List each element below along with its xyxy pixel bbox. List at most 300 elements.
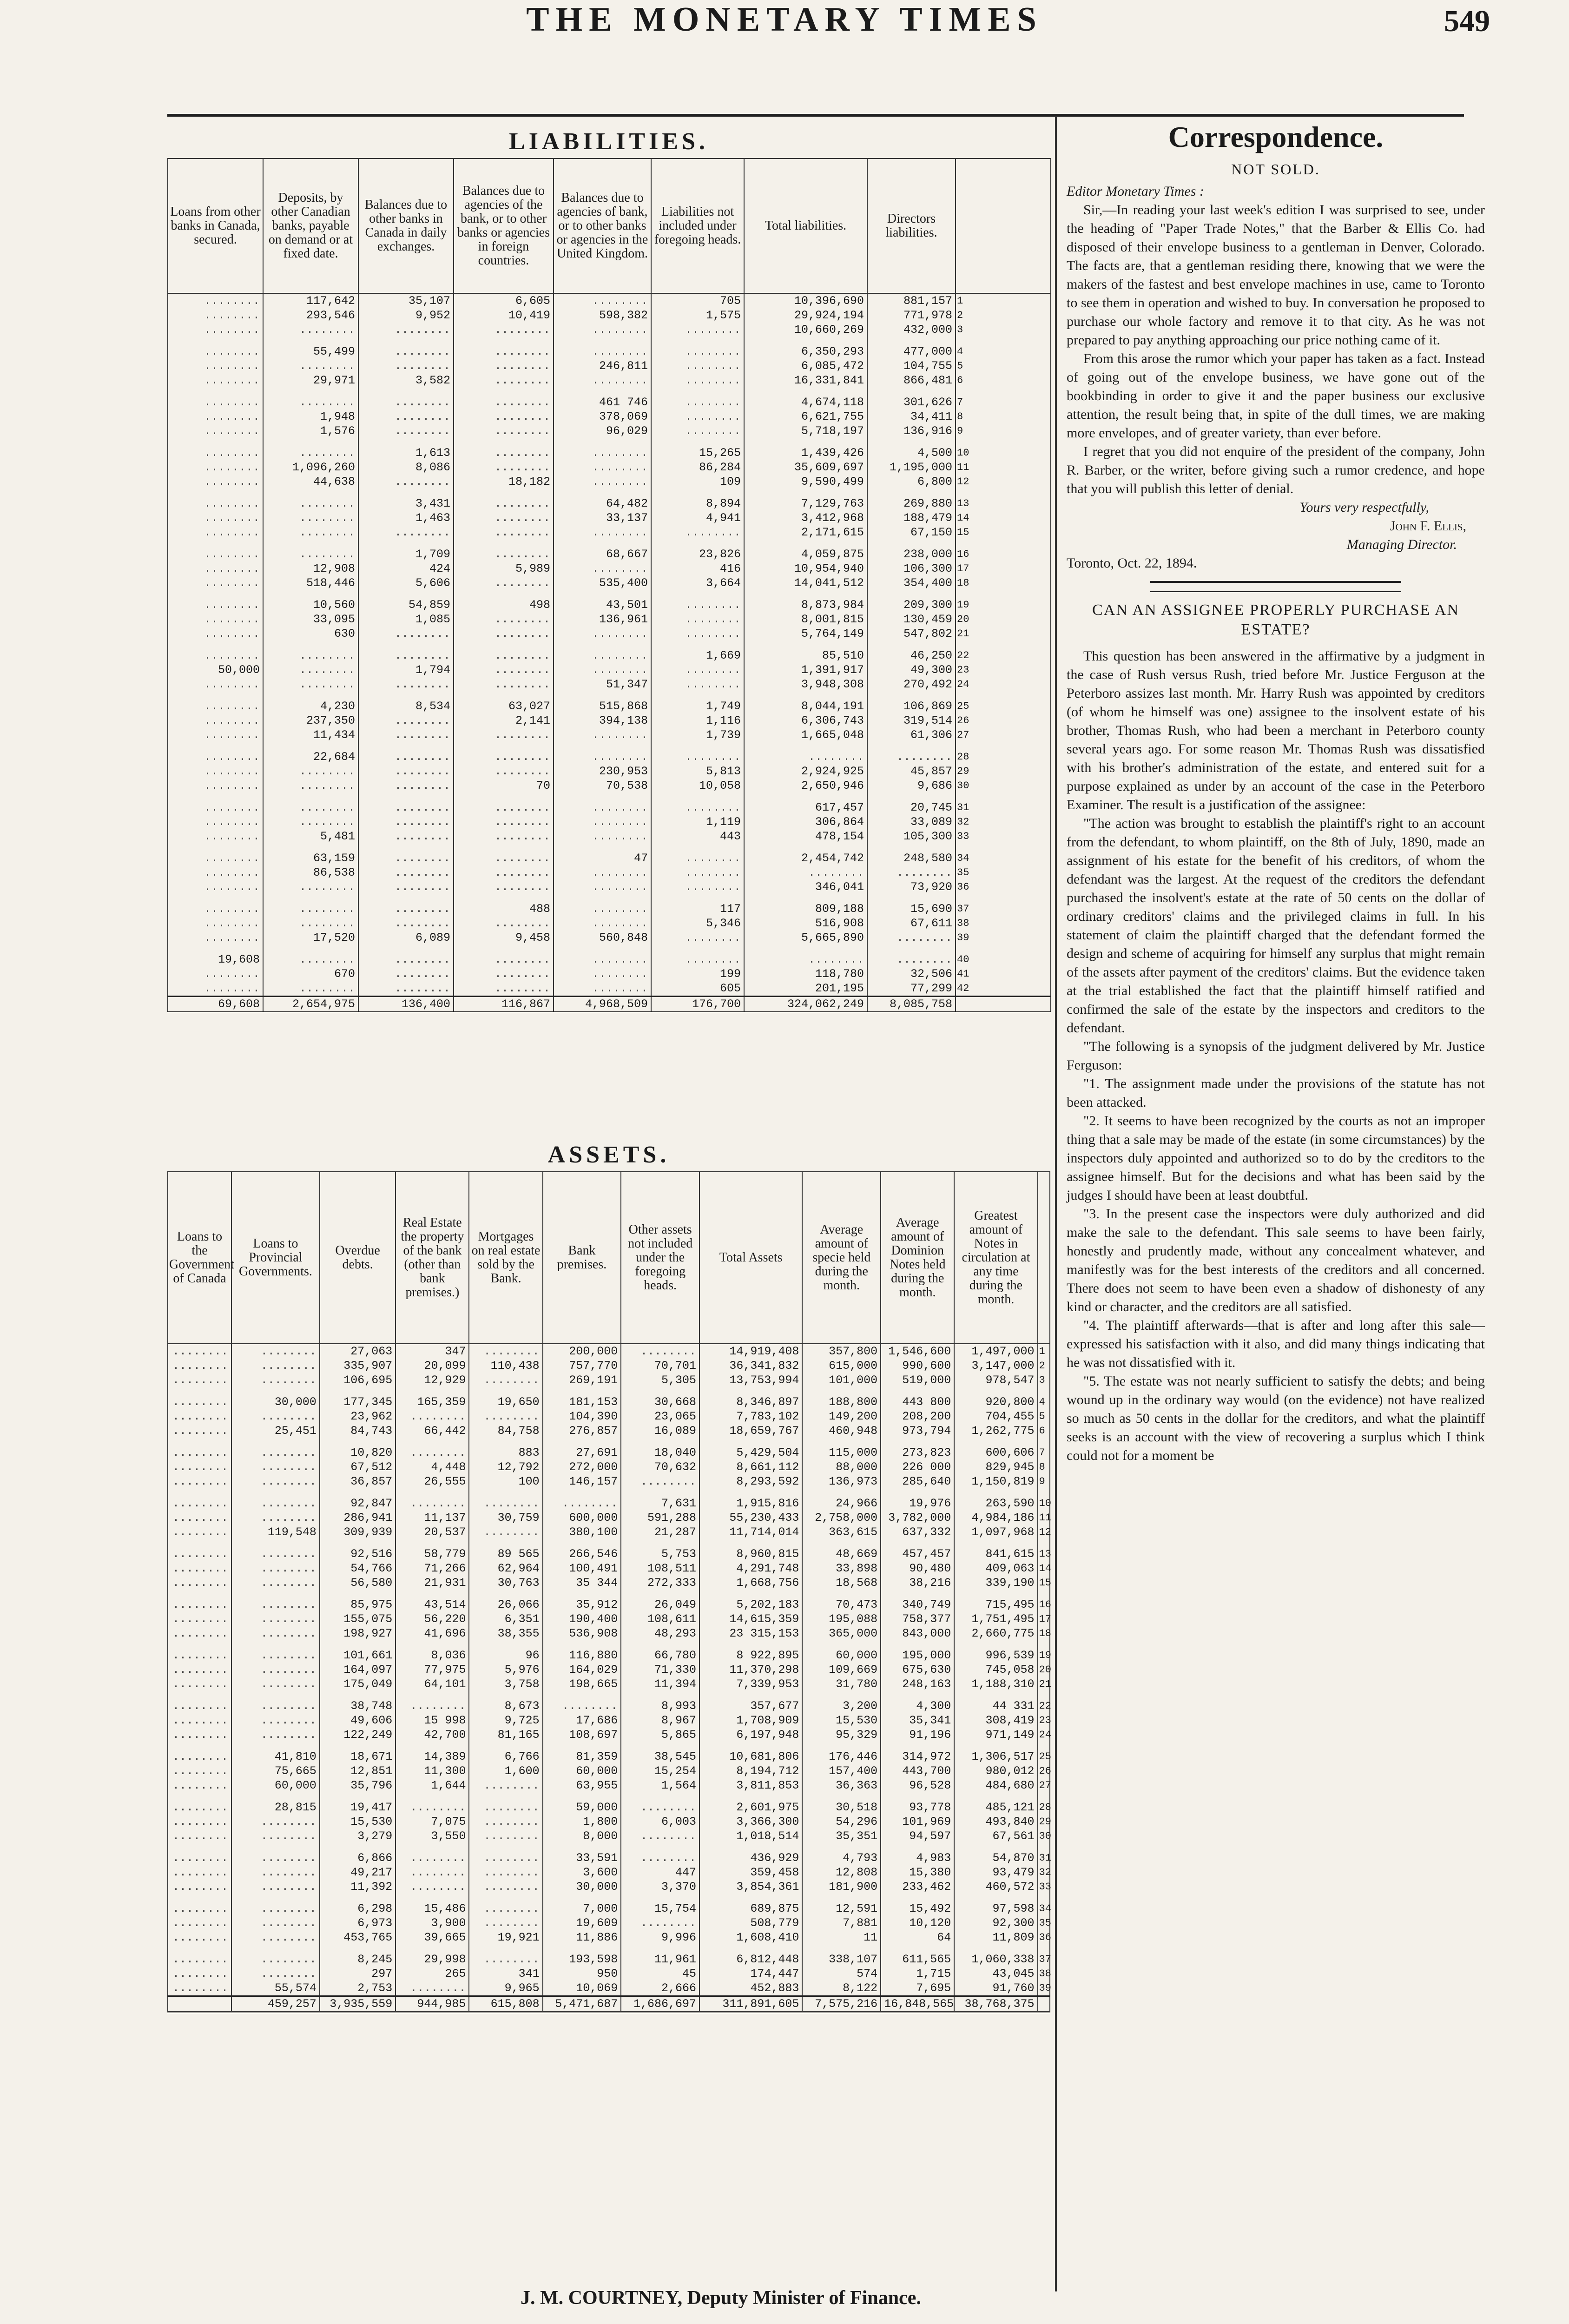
table-cell: 293,546	[263, 308, 358, 323]
table-cell: ........	[358, 750, 454, 764]
table-cell: ........	[543, 1699, 621, 1713]
table-cell: 92,847	[320, 1496, 396, 1511]
table-cell: 8,293,592	[699, 1474, 802, 1489]
table-row	[168, 931, 1051, 945]
table-cell: ........	[867, 931, 956, 945]
table-cell: 56,220	[396, 1612, 469, 1626]
table-cell: ........	[358, 424, 454, 438]
table-cell: 2,758,000	[802, 1511, 881, 1525]
row-number: 32	[1038, 1865, 1050, 1880]
table-cell: 8,122	[802, 1981, 881, 1996]
table-row	[168, 460, 1051, 475]
table-cell: 758,377	[881, 1612, 954, 1626]
table-cell: ........	[358, 677, 454, 692]
table-cell: 1,668,756	[699, 1576, 802, 1590]
table-cell: 516,908	[744, 916, 867, 931]
table-cell: ........	[168, 1829, 231, 1843]
table-cell: 106,869	[867, 699, 956, 713]
table-cell: ........	[231, 1713, 320, 1728]
table-cell: 8,346,897	[699, 1395, 802, 1409]
table-row	[168, 1424, 1050, 1438]
table-cell: 66,442	[396, 1424, 469, 1438]
table-cell: 2,924,925	[744, 764, 867, 779]
table-cell: ........	[231, 1901, 320, 1916]
table-cell: ........	[867, 865, 956, 880]
table-cell: ........	[454, 648, 554, 663]
table-cell: 248,163	[881, 1677, 954, 1691]
table-cell: 518,446	[263, 576, 358, 590]
assets-header-blank	[1038, 1172, 1050, 1344]
table-cell: 615,000	[802, 1359, 881, 1373]
table-cell: 15 998	[396, 1713, 469, 1728]
table-row	[168, 1561, 1050, 1576]
row-number: 22	[956, 648, 1051, 663]
row-number: 5	[1038, 1409, 1050, 1424]
table-cell: 600,606	[954, 1446, 1037, 1460]
table-cell: 346,041	[744, 880, 867, 894]
table-cell: ........	[358, 829, 454, 844]
table-cell: 36,341,832	[699, 1359, 802, 1373]
table-cell: ........	[454, 525, 554, 540]
table-cell: 19,650	[469, 1395, 542, 1409]
table-cell: 3,370	[621, 1880, 699, 1894]
article-paragraph: "3. In the present case the inspectors were duly authorized and did make the sale to the defendant. This sale seems to have been fairly, honestly and prudently made, without any concealment whatever, and manifestly was for the best interests of the creditors and all concerned. There does not seem to have been even a shadow of dishonesty of any kind or character, and the creditors are all satisfied.	[1067, 1206, 1485, 1314]
table-cell: ........	[168, 359, 263, 373]
totals-row	[168, 1996, 1050, 2013]
table-cell: 357,800	[802, 1344, 881, 1359]
table-row	[168, 1865, 1050, 1880]
table-cell: 8,894	[651, 496, 744, 511]
table-cell: 18,671	[320, 1750, 396, 1764]
table-cell: 89 565	[469, 1547, 542, 1561]
table-cell: 950	[543, 1967, 621, 1981]
table-cell: ........	[554, 627, 651, 641]
table-cell: 10,681,806	[699, 1750, 802, 1764]
row-number: 39	[1038, 1981, 1050, 1996]
table-cell: 630	[263, 627, 358, 641]
table-row	[168, 677, 1051, 692]
table-row	[168, 1728, 1050, 1742]
correspondence-subtitle: NOT SOLD.	[1231, 161, 1320, 178]
row-number: 41	[956, 967, 1051, 981]
row-number: 39	[956, 931, 1051, 945]
table-row	[168, 525, 1051, 540]
table-cell: 11,300	[396, 1764, 469, 1778]
table-cell: ........	[168, 1764, 231, 1778]
table-cell: 1,391,917	[744, 663, 867, 677]
table-cell: ........	[263, 916, 358, 931]
table-cell: 6,085,472	[744, 359, 867, 373]
table-cell: 70,632	[621, 1460, 699, 1474]
table-cell: 115,000	[802, 1446, 881, 1460]
table-cell: ........	[651, 931, 744, 945]
table-cell: 164,029	[543, 1663, 621, 1677]
table-cell: 101,661	[320, 1648, 396, 1663]
table-cell: ........	[454, 344, 554, 359]
table-cell: 1,195,000	[867, 460, 956, 475]
table-cell: 5,718,197	[744, 424, 867, 438]
table-cell: 338,107	[802, 1952, 881, 1967]
table-row	[168, 880, 1051, 894]
table-cell: ........	[263, 446, 358, 460]
row-number: 33	[1038, 1880, 1050, 1894]
row-number: 34	[956, 851, 1051, 865]
liabilities-header: Deposits, by other Canadian banks, payable on demand or at fixed date.	[263, 158, 358, 293]
table-cell: 181,153	[543, 1395, 621, 1409]
table-cell: 8,194,712	[699, 1764, 802, 1778]
assets-title: ASSETS.	[547, 1142, 670, 1168]
table-cell: ........	[454, 663, 554, 677]
table-cell: 1,608,410	[699, 1930, 802, 1945]
table-cell: 1,948	[263, 409, 358, 424]
table-cell: 535,400	[554, 576, 651, 590]
table-cell: 11,370,298	[699, 1663, 802, 1677]
table-cell: 11,137	[396, 1511, 469, 1525]
table-cell: ........	[168, 1547, 231, 1561]
table-cell: 4,793	[802, 1851, 881, 1865]
row-number: 24	[1038, 1728, 1050, 1742]
table-cell: ........	[231, 1930, 320, 1945]
table-cell: ........	[263, 648, 358, 663]
table-cell: 77,299	[867, 981, 956, 997]
letter-salutation: Editor Monetary Times :	[1067, 184, 1204, 199]
row-number: 26	[1038, 1764, 1050, 1778]
table-cell: 5,202,183	[699, 1598, 802, 1612]
table-cell: 18,040	[621, 1446, 699, 1460]
table-cell: 1,085	[358, 612, 454, 627]
table-cell: ........	[263, 395, 358, 409]
table-cell: 306,864	[744, 815, 867, 829]
article-paragraph: "The following is a synopsis of the judgment delivered by Mr. Justice Ferguson:	[1067, 1039, 1485, 1073]
table-cell: 6,812,448	[699, 1952, 802, 1967]
assets-header: Other assets not included under the foregoing heads.	[621, 1172, 699, 1344]
table-cell: 1,262,775	[954, 1424, 1037, 1438]
table-cell: ........	[168, 1677, 231, 1691]
table-cell: 23,826	[651, 547, 744, 561]
table-cell: 11,961	[621, 1952, 699, 1967]
table-cell: ........	[554, 525, 651, 540]
table-cell: ........	[168, 1496, 231, 1511]
table-cell: 5,764,149	[744, 627, 867, 641]
table-cell: ........	[554, 475, 651, 489]
table-cell: ........	[621, 1474, 699, 1489]
table-cell: 3,811,853	[699, 1778, 802, 1793]
table-cell: 6,351	[469, 1612, 542, 1626]
row-number: 21	[1038, 1677, 1050, 1691]
table-cell: ........	[396, 1496, 469, 1511]
table-cell: ........	[358, 779, 454, 793]
table-cell: 54,766	[320, 1561, 396, 1576]
table-cell: 12,792	[469, 1460, 542, 1474]
article-paragraph: "The action was brought to establish the plaintiff's right to an account from the defendant, to whom plaintiff, on the 8th of July, 1890, made an assignment of his estate for the benefit of his creditors, of whom the defendant was the largest. At the request of the creditors the defendant purchased the insolvent's estate at the rate of 50 cents on the dollar of ordinary creditors' claims and the privileged claims in full. In his statement of claim the plaintiff charged that the defendant formed the design and scheme of acquiring for himself any surplus that might remain of the assets after payment of the creditors' claims. But the evidence taken at the trial established the fact that the plaintiff himself ratified and confirmed the sale of the estate by the inspectors and creditors to the defendant.	[1067, 816, 1485, 1036]
table-cell: ........	[168, 308, 263, 323]
table-cell: ........	[168, 1373, 231, 1387]
table-cell: ........	[554, 648, 651, 663]
table-cell: 106,695	[320, 1373, 396, 1387]
table-cell: ........	[744, 865, 867, 880]
article-paragraph: "5. The estate was not nearly sufficient to satisfy the debts; and being wound up in the ordinary way would (on the evidence) not have realized so much as 50 cents in the dollar for the creditors, and what the plaintiff seeks is an account with the view of recovering a surplus which I think could not for a moment be	[1067, 1373, 1485, 1463]
table-cell: ........	[168, 931, 263, 945]
column-separator	[1055, 116, 1057, 2291]
table-cell: 5,753	[621, 1547, 699, 1561]
table-cell: ........	[231, 1967, 320, 1981]
table-cell: 64,482	[554, 496, 651, 511]
table-cell: ........	[168, 699, 263, 713]
table-row	[168, 496, 1051, 511]
table-cell: 95,329	[802, 1728, 881, 1742]
row-number: 8	[1038, 1460, 1050, 1474]
table-cell: ........	[454, 981, 554, 997]
table-cell: 43,514	[396, 1598, 469, 1612]
table-cell: ........	[168, 1525, 231, 1539]
table-cell: 1,097,968	[954, 1525, 1037, 1539]
table-row	[168, 344, 1051, 359]
table-cell: 38,216	[881, 1576, 954, 1590]
table-cell: 35,609,697	[744, 460, 867, 475]
table-cell: ........	[358, 880, 454, 894]
table-cell: ........	[168, 865, 263, 880]
table-row	[168, 902, 1051, 916]
table-cell: 5,665,890	[744, 931, 867, 945]
table-cell: 146,157	[543, 1474, 621, 1489]
row-number: 33	[956, 829, 1051, 844]
table-cell: 273,823	[881, 1446, 954, 1460]
table-cell: 5,976	[469, 1663, 542, 1677]
table-cell: 39,665	[396, 1930, 469, 1945]
row-number: 22	[1038, 1699, 1050, 1713]
table-cell: ........	[396, 1446, 469, 1460]
table-cell: 3,582	[358, 373, 454, 388]
row-number: 28	[1038, 1800, 1050, 1815]
table-row	[168, 648, 1051, 663]
table-cell: ........	[358, 728, 454, 742]
table-cell: 33,095	[263, 612, 358, 627]
table-cell: ........	[396, 1800, 469, 1815]
table-cell: 10,954,940	[744, 561, 867, 576]
table-cell: 5,989	[454, 561, 554, 576]
table-cell: 45	[621, 1967, 699, 1981]
table-row	[168, 1815, 1050, 1829]
table-cell: 600,000	[543, 1511, 621, 1525]
table-cell: 188,479	[867, 511, 956, 525]
row-number: 10	[956, 446, 1051, 460]
row-number: 36	[1038, 1930, 1050, 1945]
row-number: 5	[956, 359, 1051, 373]
table-row	[168, 1930, 1050, 1945]
table-cell: ........	[454, 967, 554, 981]
table-cell: ........	[168, 851, 263, 865]
row-number: 3	[956, 323, 1051, 337]
table-cell: ........	[554, 446, 651, 460]
table-cell: 35,341	[881, 1713, 954, 1728]
table-cell: 1,669	[651, 648, 744, 663]
table-cell: 35,107	[358, 293, 454, 308]
table-cell: ........	[651, 627, 744, 641]
table-cell: 461 746	[554, 395, 651, 409]
table-cell: 1,751,495	[954, 1612, 1037, 1626]
table-cell: 8,000	[543, 1829, 621, 1843]
table-cell: 1,119	[651, 815, 744, 829]
table-cell: 93,778	[881, 1800, 954, 1815]
table-cell: 4,983	[881, 1851, 954, 1865]
liabilities-header: Balances due to agencies of the bank, or to other banks or agencies in foreign countries.	[454, 158, 554, 293]
table-cell: ........	[168, 1626, 231, 1641]
table-row	[168, 576, 1051, 590]
table-cell: 611,565	[881, 1952, 954, 1967]
assets-header: Overdue debts.	[320, 1172, 396, 1344]
table-cell: 16,089	[621, 1424, 699, 1438]
table-cell: 1,709	[358, 547, 454, 561]
table-cell: ........	[168, 916, 263, 931]
table-cell: 357,677	[699, 1699, 802, 1713]
table-cell: 198,927	[320, 1626, 396, 1641]
table-cell: 8,001,815	[744, 612, 867, 627]
table-row	[168, 1750, 1050, 1764]
table-cell: ........	[554, 344, 651, 359]
table-cell: ........	[263, 880, 358, 894]
table-cell: 843,000	[881, 1626, 954, 1641]
table-cell: 409,063	[954, 1561, 1037, 1576]
table-cell: 3,550	[396, 1829, 469, 1843]
table-cell: 1,739	[651, 728, 744, 742]
row-number: 19	[1038, 1648, 1050, 1663]
liabilities-header: Total liabilities.	[744, 158, 867, 293]
table-cell: 5,606	[358, 576, 454, 590]
table-cell: ........	[469, 1778, 542, 1793]
table-cell: 309,939	[320, 1525, 396, 1539]
table-row	[168, 851, 1051, 865]
table-cell: 443,700	[881, 1764, 954, 1778]
row-number: 25	[1038, 1750, 1050, 1764]
table-cell: 30,759	[469, 1511, 542, 1525]
table-cell: ........	[554, 981, 651, 997]
table-cell: ........	[168, 424, 263, 438]
table-cell: 60,000	[543, 1764, 621, 1778]
row-number: 19	[956, 598, 1051, 612]
table-cell: 44,638	[263, 475, 358, 489]
table-cell: 4,300	[881, 1699, 954, 1713]
table-cell: 515,868	[554, 699, 651, 713]
table-cell: 149,200	[802, 1409, 881, 1424]
table-cell: ........	[454, 865, 554, 880]
table-cell: 971,149	[954, 1728, 1037, 1742]
correspondence-title: Correspondence.	[1168, 120, 1384, 153]
table-cell: 23,962	[320, 1409, 396, 1424]
letter-paragraph: I regret that you did not enquire of the president of the company, John R. Barber, or the writer, before giving such a rumor credence, and hope that you will publish this letter of denial.	[1067, 444, 1485, 496]
table-cell: 20,099	[396, 1359, 469, 1373]
table-cell: ........	[168, 344, 263, 359]
table-cell: 920,800	[954, 1395, 1037, 1409]
row-number: 8	[956, 409, 1051, 424]
table-cell: 19,609	[543, 1916, 621, 1930]
row-number: 30	[956, 779, 1051, 793]
table-cell: ........	[469, 1851, 542, 1865]
table-cell: ........	[454, 800, 554, 815]
table-cell: 118,780	[744, 967, 867, 981]
table-cell: 380,100	[543, 1525, 621, 1539]
table-cell: 6,800	[867, 475, 956, 489]
table-cell: 2,660,775	[954, 1626, 1037, 1641]
table-cell: ........	[231, 1344, 320, 1359]
table-row	[168, 1851, 1050, 1865]
table-cell: 164,097	[320, 1663, 396, 1677]
table-cell: 108,511	[621, 1561, 699, 1576]
table-cell: 3,147,000	[954, 1359, 1037, 1373]
total-cell: 116,867	[454, 997, 554, 1013]
table-cell: ........	[358, 395, 454, 409]
table-cell: 66,780	[621, 1648, 699, 1663]
table-cell: ........	[651, 525, 744, 540]
table-cell: 2,650,946	[744, 779, 867, 793]
table-cell: 195,088	[802, 1612, 881, 1626]
table-cell: 704,455	[954, 1409, 1037, 1424]
table-cell: ........	[554, 561, 651, 576]
table-cell: ........	[469, 1373, 542, 1387]
table-row	[168, 1981, 1050, 1996]
table-cell: 193,598	[543, 1952, 621, 1967]
table-cell: 20,745	[867, 800, 956, 815]
table-cell: 670	[263, 967, 358, 981]
table-cell: ........	[168, 1778, 231, 1793]
table-cell: 6,197,948	[699, 1728, 802, 1742]
table-cell: 7,695	[881, 1981, 954, 1996]
table-cell: ........	[231, 1815, 320, 1829]
table-cell: 54,859	[358, 598, 454, 612]
table-cell: 436,929	[699, 1851, 802, 1865]
table-cell: 177,345	[320, 1395, 396, 1409]
table-cell: ........	[231, 1663, 320, 1677]
table-cell: ........	[168, 612, 263, 627]
assets-header: Total Assets	[699, 1172, 802, 1344]
table-cell: 92,516	[320, 1547, 396, 1561]
table-row	[168, 1699, 1050, 1713]
table-cell: ........	[263, 779, 358, 793]
article-paragraph: "4. The plaintiff afterwards—that is after and long after this sale—expressed his satisfaction with it also, and did many things indicating that he was not dissatisfied with it.	[1067, 1318, 1485, 1370]
assets-header: Average amount of Dominion Notes held during the month.	[881, 1172, 954, 1344]
table-cell: 1,575	[651, 308, 744, 323]
table-cell: 8 922,895	[699, 1648, 802, 1663]
table-row	[168, 1409, 1050, 1424]
table-cell: ........	[168, 1815, 231, 1829]
row-number: 28	[956, 750, 1051, 764]
table-cell: 4,059,875	[744, 547, 867, 561]
table-cell: ........	[168, 1967, 231, 1981]
table-cell: 174,447	[699, 1967, 802, 1981]
table-cell: ........	[454, 764, 554, 779]
table-cell: 30,000	[231, 1395, 320, 1409]
table-cell: ........	[651, 663, 744, 677]
table-cell: ........	[621, 1829, 699, 1843]
table-cell: 110,438	[469, 1359, 542, 1373]
row-number: 16	[956, 547, 1051, 561]
table-cell: ........	[454, 395, 554, 409]
table-row	[168, 1626, 1050, 1641]
total-cell: 5,471,687	[543, 1996, 621, 2013]
table-cell: 340,749	[881, 1598, 954, 1612]
table-row	[168, 699, 1051, 713]
table-cell: ........	[231, 1496, 320, 1511]
table-cell: 29,998	[396, 1952, 469, 1967]
table-cell: 11,809	[954, 1930, 1037, 1945]
table-cell: 6,003	[621, 1815, 699, 1829]
table-cell: 19,976	[881, 1496, 954, 1511]
table-cell: 63,159	[263, 851, 358, 865]
right-column	[1067, 121, 1485, 1465]
table-cell: 265	[396, 1967, 469, 1981]
table-cell: 5,481	[263, 829, 358, 844]
table-cell: 272,333	[621, 1576, 699, 1590]
table-row	[168, 815, 1051, 829]
